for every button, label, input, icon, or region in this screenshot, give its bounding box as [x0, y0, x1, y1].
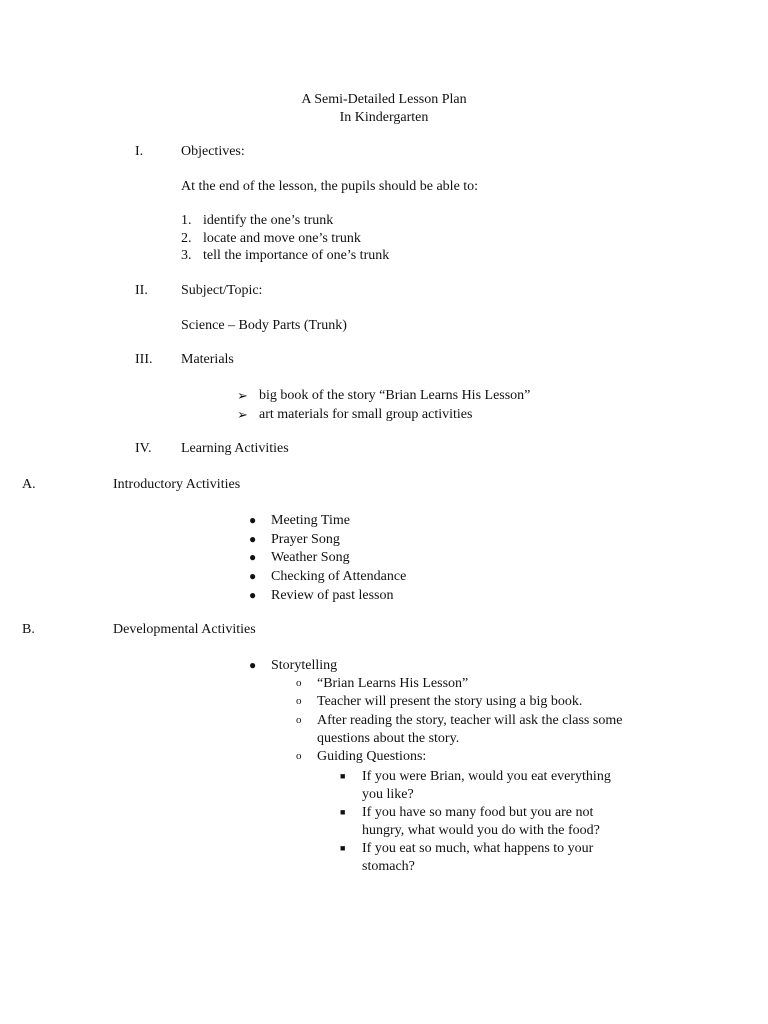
arrow-bullet-icon: ➢ [237, 407, 248, 422]
developmental-sub-item: Teacher will present the story using a big book. [317, 694, 583, 709]
disc-bullet-icon: ● [249, 588, 257, 602]
section-heading-subject: Subject/Topic: [181, 283, 263, 298]
material-item: art materials for small group activities [259, 407, 473, 422]
circle-bullet-icon: o [296, 750, 302, 762]
developmental-sub-item-continued: questions about the story. [317, 731, 460, 746]
guiding-question: If you eat so much, what happens to your [362, 841, 594, 856]
guiding-question: If you were Brian, would you eat everything [362, 769, 611, 784]
section-numeral-objectives: I. [135, 144, 144, 159]
document-subtitle: In Kindergarten [339, 110, 429, 125]
disc-bullet-icon: ● [249, 532, 257, 546]
objective-item: identify the one’s trunk [203, 213, 334, 228]
guiding-question-continued: stomach? [362, 859, 415, 874]
square-bullet-icon: ■ [340, 771, 346, 781]
section-numeral-materials: III. [135, 352, 153, 367]
disc-bullet-icon: ● [249, 550, 257, 564]
introductory-item: Prayer Song [271, 532, 340, 547]
developmental-sub-item: “Brian Learns His Lesson” [317, 676, 469, 691]
introductory-item: Review of past lesson [271, 588, 394, 603]
guiding-question-continued: you like? [362, 787, 414, 802]
developmental-sub-item: After reading the story, teacher will ask the class some [317, 713, 623, 728]
objective-number: 1. [181, 213, 192, 228]
arrow-bullet-icon: ➢ [237, 388, 248, 403]
material-item: big book of the story “Brian Learns His Lesson” [259, 388, 531, 403]
square-bullet-icon: ■ [340, 807, 346, 817]
subsection-letter-introductory: A. [22, 477, 36, 492]
section-heading-objectives: Objectives: [181, 144, 245, 159]
document-title: A Semi-Detailed Lesson Plan [301, 92, 467, 107]
introductory-item: Checking of Attendance [271, 569, 407, 584]
section-numeral-subject: II. [135, 283, 148, 298]
developmental-main-item: Storytelling [271, 658, 338, 673]
introductory-item: Meeting Time [271, 513, 350, 528]
objective-number: 3. [181, 248, 192, 263]
guiding-question-continued: hungry, what would you do with the food? [362, 823, 600, 838]
section-heading-learning: Learning Activities [181, 441, 289, 456]
objective-number: 2. [181, 231, 192, 246]
square-bullet-icon: ■ [340, 843, 346, 853]
section-heading-materials: Materials [181, 352, 234, 367]
subsection-heading-introductory: Introductory Activities [113, 477, 241, 492]
subsection-letter-developmental: B. [22, 622, 35, 637]
guiding-question: If you have so many food but you are not [362, 805, 594, 820]
objectives-intro: At the end of the lesson, the pupils should be able to: [181, 179, 479, 194]
subject-text: Science – Body Parts (Trunk) [181, 318, 347, 333]
developmental-sub-item: Guiding Questions: [317, 749, 427, 764]
introductory-item: Weather Song [271, 550, 350, 565]
circle-bullet-icon: o [296, 695, 302, 707]
subsection-heading-developmental: Developmental Activities [113, 622, 256, 637]
section-numeral-learning: IV. [135, 441, 152, 456]
objective-item: locate and move one’s trunk [203, 231, 361, 246]
circle-bullet-icon: o [296, 714, 302, 726]
circle-bullet-icon: o [296, 677, 302, 689]
disc-bullet-icon: ● [249, 513, 257, 527]
objective-item: tell the importance of one’s trunk [203, 248, 390, 263]
disc-bullet-icon: ● [249, 658, 257, 672]
disc-bullet-icon: ● [249, 569, 257, 583]
